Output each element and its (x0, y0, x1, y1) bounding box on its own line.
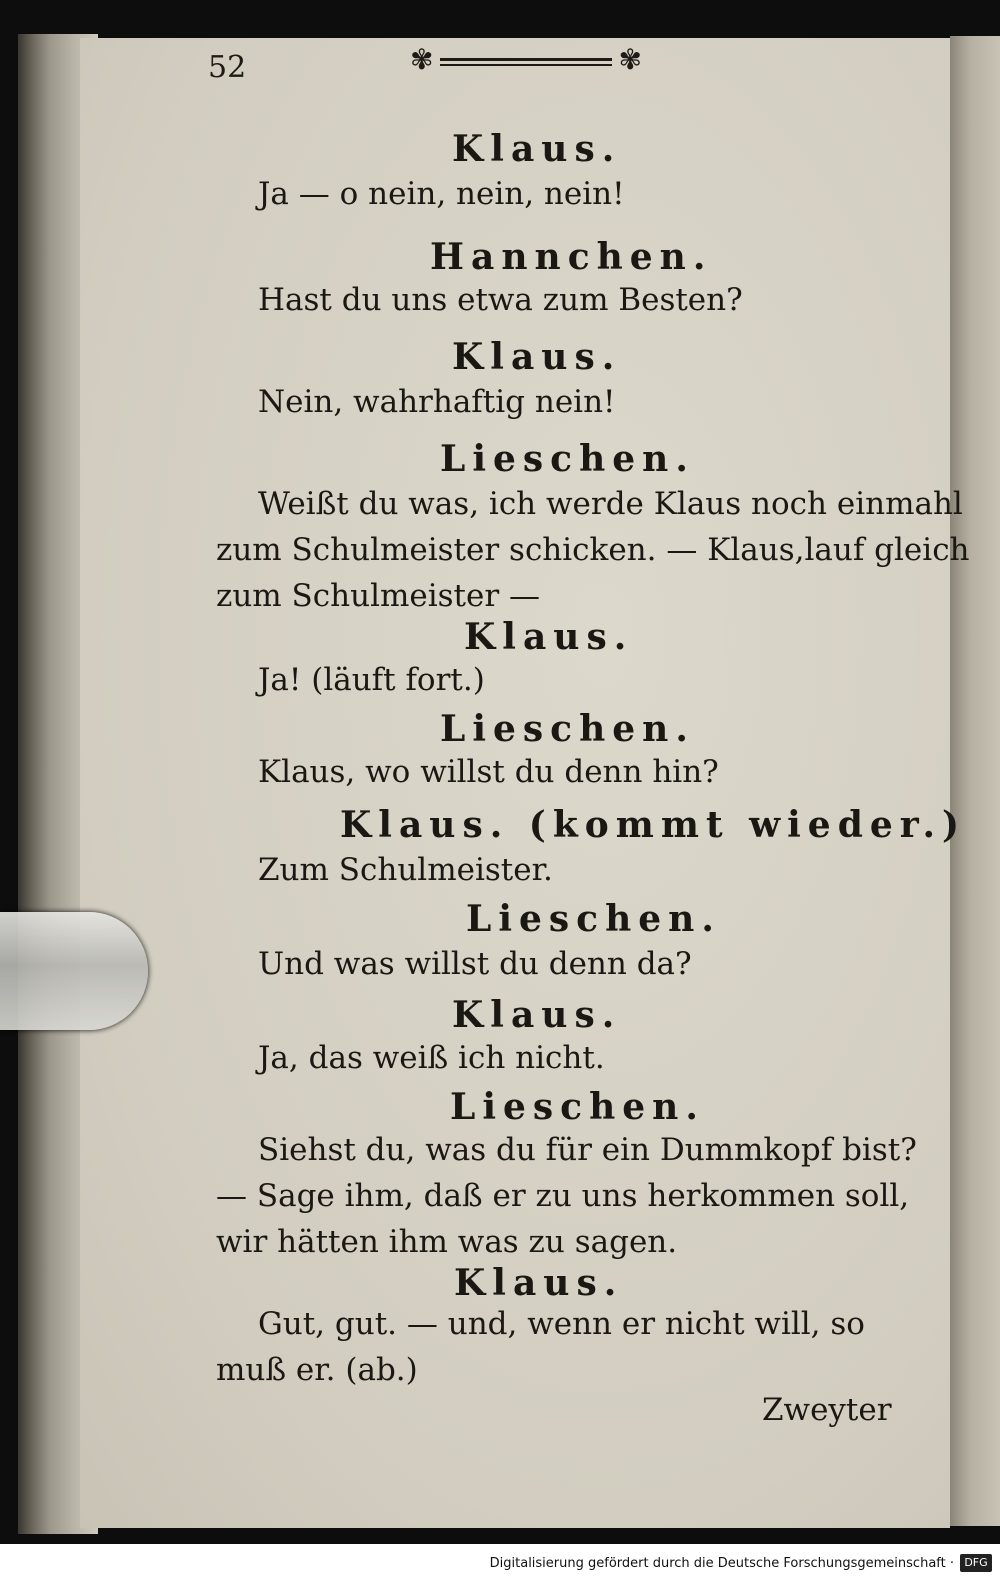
dialogue-line: Siehst du, was du für ein Dummkopf bist? (258, 1132, 917, 1168)
dialogue-line: Hast du uns etwa zum Besten? (258, 282, 743, 318)
footer-bar (0, 1544, 1000, 1584)
speaker-heading: Klaus. (452, 336, 622, 378)
dialogue-line: muß er. (ab.) (216, 1352, 418, 1388)
dialogue-line: zum Schulmeister schicken. — Klaus,lauf gleich (216, 532, 970, 568)
header-ornament (410, 43, 642, 76)
dialogue-line: Und was willst du denn da? (258, 946, 692, 982)
funding-credit: Digitalisierung gefördert durch die Deutsche Forschungsgemeinschaft · (489, 1556, 954, 1571)
page-number: 52 (208, 50, 247, 85)
ornament-flower-icon: ✾ (618, 43, 642, 76)
speaker-heading: Lieschen. (440, 438, 695, 480)
ornament-flower-icon: ✾ (410, 43, 434, 76)
speaker-heading: Lieschen. (466, 898, 721, 940)
ornament-rule (440, 64, 612, 66)
dialogue-line: Nein, wahrhaftig nein! (258, 384, 616, 420)
dialogue-line: wir hätten ihm was zu sagen. (216, 1224, 678, 1260)
dialogue-line: zum Schulmeister — (216, 578, 541, 614)
speaker-heading: Klaus. (kommt wieder.) (340, 804, 967, 846)
dialogue-line: Gut, gut. — und, wenn er nicht will, so (258, 1306, 865, 1342)
speaker-heading: Lieschen. (440, 708, 695, 750)
dialogue-line: Klaus, wo willst du denn hin? (258, 754, 719, 790)
thumb-holder (0, 912, 148, 1030)
speaker-heading: Lieschen. (450, 1086, 705, 1128)
dialogue-line: Ja! (läuft fort.) (258, 662, 485, 698)
catchword: Zweyter (762, 1392, 892, 1428)
speaker-heading: Hannchen. (430, 236, 713, 278)
speaker-heading: Klaus. (452, 994, 622, 1036)
dialogue-line: Weißt du was, ich werde Klaus noch einmahl (258, 486, 963, 522)
dfg-logo: DFG (960, 1554, 992, 1572)
dialogue-line: Ja — o nein, nein, nein! (258, 176, 625, 212)
dialogue-line: Ja, das weiß ich nicht. (258, 1040, 605, 1076)
dialogue-line: — Sage ihm, daß er zu uns herkommen soll, (216, 1178, 910, 1214)
dialogue-line: Zum Schulmeister. (258, 852, 553, 888)
speaker-heading: Klaus. (464, 616, 634, 658)
speaker-heading: Klaus. (452, 128, 622, 170)
facing-page-edge (950, 36, 1000, 1526)
speaker-heading: Klaus. (454, 1262, 624, 1304)
ornament-rule (440, 58, 612, 61)
